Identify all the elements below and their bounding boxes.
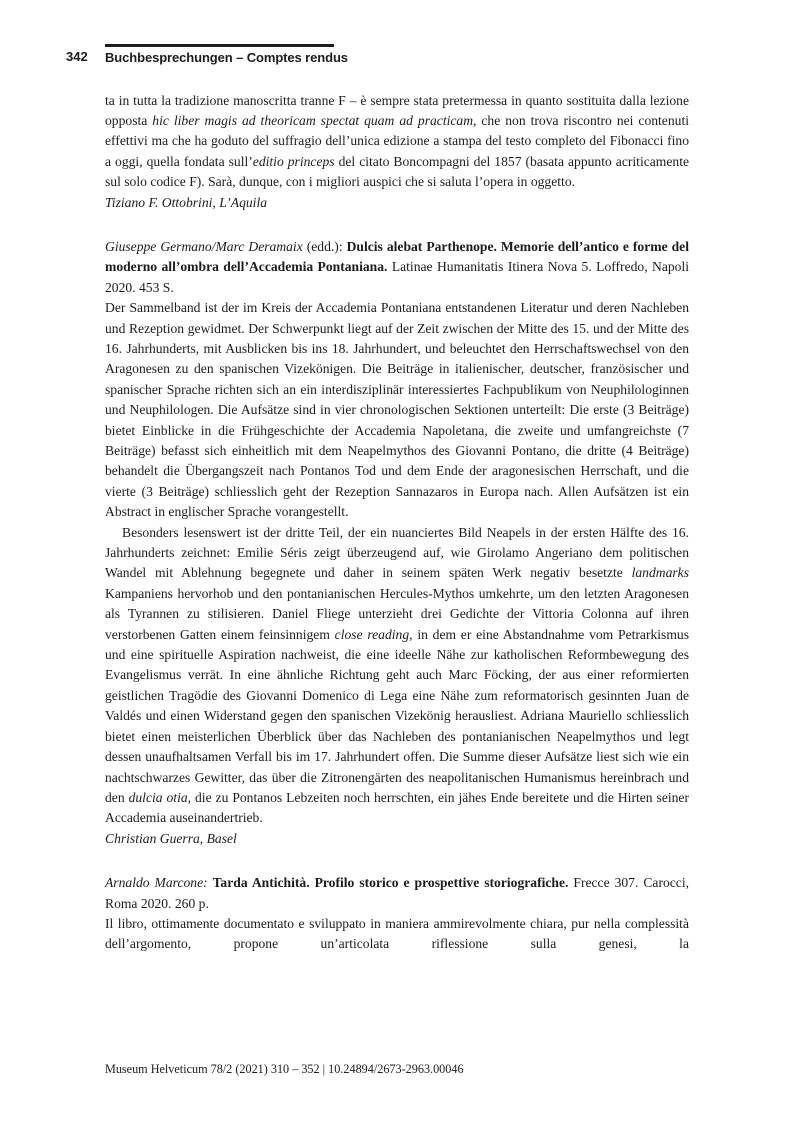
heading-editors-note: (edd.): bbox=[302, 238, 347, 254]
text-segment: , che non trova riscontro nei contenuti effettivi ma che ha goduto del suffragio dell’unica edizione a stampa del testo completo del Fibonacci fino a oggi, quella fondata sull’ bbox=[105, 112, 689, 169]
header-title: Buchbesprechungen – Comptes rendus bbox=[105, 49, 348, 65]
review-heading bbox=[105, 237, 689, 298]
review-text-paragraph bbox=[105, 914, 689, 955]
page-content bbox=[105, 44, 689, 955]
latin-phrase: dulcia otia bbox=[128, 789, 188, 805]
text-segment: ta in tutta la tradizione manoscritta tranne F – è sempre stata pretermessa in quanto sostituita dalla lezione opposta bbox=[105, 92, 689, 128]
page-header bbox=[105, 44, 689, 65]
page-number: 342 bbox=[66, 49, 88, 64]
heading-series-info: Latinae Humanitatis Itinera Nova 5. Loffredo, Napoli 2020. 453 S. bbox=[105, 259, 689, 295]
reviewer-signature: Christian Guerra, Basel bbox=[105, 830, 237, 846]
heading-book-title: Tarda Antichità. Profilo storico e prospettive storiografiche. bbox=[212, 875, 569, 891]
journal-footer bbox=[105, 1062, 689, 1077]
review-heading bbox=[105, 873, 689, 914]
reviewer-signature: Tiziano F. Ottobrini, L’Aquila bbox=[105, 194, 268, 210]
heading-book-title: Dulcis alebat Parthenope. Memorie dell’antico e forme del moderno all’ombra dell’Accademia Pontaniana. bbox=[105, 238, 689, 275]
review-text-paragraph bbox=[105, 91, 689, 193]
heading-authors: Arnaldo Marcone: bbox=[105, 875, 213, 891]
foreign-phrase: landmarks bbox=[631, 565, 689, 581]
text-segment: Kampaniens hervorhob und den pontanianischen Hercules-Mythos umkehrte, um den letzten Aragonesen als Tyrannen zu stilisieren. Daniel Fliege unterzieht drei Gedichte der Vittoria Colonna auf ihren verstorbenen Gatten einem feinsinnigem bbox=[105, 585, 689, 642]
review-text-paragraph bbox=[105, 298, 689, 522]
heading-series-info: Frecce 307. Carocci, Roma 2020. 260 p. bbox=[105, 875, 690, 911]
foreign-phrase: close reading bbox=[334, 626, 410, 642]
review-section bbox=[105, 91, 689, 213]
review-section bbox=[105, 237, 689, 849]
heading-authors: Giuseppe Germano/Marc Deramaix bbox=[105, 238, 303, 254]
latin-phrase: hic liber magis ad theoricam spectat quam ad practicam bbox=[152, 112, 474, 128]
text-segment: , in dem er eine Abstandnahme vom Petrarkismus und eine spirituelle Aspiration nachweist, die eine ideelle Nähe zur katholischen Reformbewegung des Evangelismus verrät. In eine ähnliche Richtung geht auch Marc Föcking, der aus einer reformierten geistlichen Tragödie des Giovanni Domenico di Lega eine Nähe zum reformatorisch gesinnten Juan de Valdés und einen Widerstand gegen den spanischen Vizekönig herausliest. Adriana Mauriello schliesslich bietet einen meisterlichen Überblick über das Nachleben des pontanianischen Neapelmythos und legt dessen unaufhaltsamen Verfall bis im 17. Jahrhundert offen. Die Summe dieser Aufsätze liest sich wie ein nachtschwarzes Gewitter, das über die Zitronengärten des neapolitanischen Humanismus hereinbrach und den bbox=[105, 626, 689, 805]
text-segment: Il libro, ottimamente documentato e sviluppato in maniera ammirevolmente chiara, pur nella complessità dell’argomento, propone un’articolata riflessione sulla genesi, la bbox=[105, 915, 689, 952]
review-section bbox=[105, 873, 689, 955]
text-segment: , die zu Pontanos Lebzeiten noch herrschten, ein jähes Ende bereitete und die Hirten seiner Accademia auseinandertrieb. bbox=[105, 789, 689, 826]
header-rule bbox=[105, 44, 334, 47]
text-segment: Besonders lesenswert ist der dritte Teil, der ein nuanciertes Bild Neapels in der ersten Hälfte des 16. Jahrhunderts zeichnet: Emilie Séris zeigt überzeugend auf, wie Girolamo Angeriano dem politischen Wandel mit Ablehnung begegnete und daher in seinem späten Werk negativ besetzte bbox=[105, 524, 689, 581]
text-segment: del citato Boncompagni del 1857 (basata appunto acriticamente sul solo codice F). Sarà, dunque, con i migliori auspici che si saluta l’opera in oggetto. bbox=[105, 153, 690, 190]
text-segment: Der Sammelband ist der im Kreis der Accademia Pontaniana entstandenen Literatur und deren Nachleben und Rezeption gewidmet. Der Schwerpunkt liegt auf der Zeit zwischen der Mitte des 15. und der Mitte des 16. Jahrhunderts, mit Ausblicken bis ins 18. Jahrhundert, und beleuchtet den Herrschaftswechsel von den Aragonesen zu den spanischen Vizekönigen. Die Beiträge in italienischer, deutscher, französischer und spanischer Sprache richten sich an ein interdisziplinär interessiertes Fachpublikum von Neuphilologinnen und Neuphilologen. Die Aufsätze sind in vier chronologischen Sektionen unterteilt: Die erste (3 Beiträge) bietet Einblicke in die Frühgeschichte der Accademia Napoletana, die zweite und umfangreichste (7 Beiträge) befasst sich einheitlich mit dem Neapelmythos des Giovanni Pontano, die dritte (4 Beiträge) behandelt die Übergangszeit nach Pontanos Tod und dem Ende der aragonesischen Herrschaft, und die vierte (3 Beiträge) schliesslich geht der Rezeption Sannazaros in Europa nach. Allen Aufsätzen ist ein Abstract in englischer Sprache vorangestellt. bbox=[105, 300, 689, 520]
footer-citation: Museum Helveticum 78/2 (2021) 310 – 352 | 10.24894/2673-2963.00046 bbox=[105, 1062, 464, 1076]
review-text-paragraph bbox=[105, 523, 689, 829]
latin-phrase: editio princeps bbox=[252, 153, 335, 169]
